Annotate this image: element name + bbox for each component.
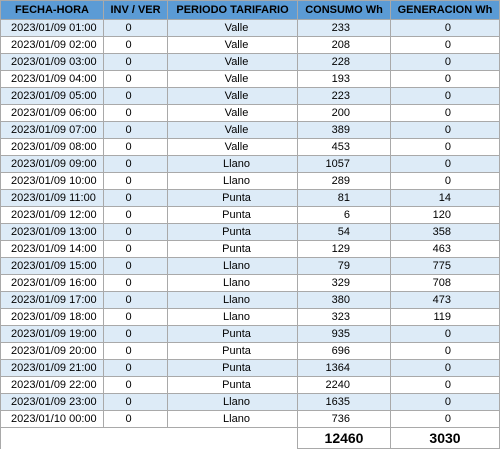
cell-consumo[interactable]: 200: [298, 105, 391, 122]
header-row: [1, 1, 500, 20]
cell-periodo[interactable]: Llano: [168, 275, 298, 292]
cell-fecha-hora[interactable]: 2023/01/09 07:00: [1, 122, 104, 139]
cell-consumo[interactable]: 193: [298, 71, 391, 88]
cell-inv-ver[interactable]: 0: [104, 241, 168, 258]
cell-periodo[interactable]: Valle: [168, 20, 298, 37]
cell-fecha-hora[interactable]: 2023/01/09 15:00: [1, 258, 104, 275]
cell-consumo[interactable]: 208: [298, 37, 391, 54]
cell-fecha-hora[interactable]: 2023/01/09 10:00: [1, 173, 104, 190]
cell-inv-ver[interactable]: 0: [104, 360, 168, 377]
cell-generacion[interactable]: 775: [391, 258, 500, 275]
cell-fecha-hora[interactable]: 2023/01/09 20:00: [1, 343, 104, 360]
totals-empty-cell[interactable]: [104, 428, 168, 449]
cell-fecha-hora[interactable]: 2023/01/09 14:00: [1, 241, 104, 258]
table-row: [1, 258, 500, 275]
cell-generacion[interactable]: 0: [391, 394, 500, 411]
cell-consumo[interactable]: 233: [298, 20, 391, 37]
cell-inv-ver[interactable]: 0: [104, 343, 168, 360]
cell-fecha-hora[interactable]: 2023/01/09 23:00: [1, 394, 104, 411]
header-fecha-hora[interactable]: FECHA-HORA: [1, 1, 104, 20]
cell-consumo[interactable]: 453: [298, 139, 391, 156]
cell-consumo[interactable]: 54: [298, 224, 391, 241]
table-row: [1, 88, 500, 105]
cell-generacion[interactable]: 0: [391, 360, 500, 377]
cell-fecha-hora[interactable]: 2023/01/09 06:00: [1, 105, 104, 122]
table-row: [1, 411, 500, 428]
table-row: [1, 139, 500, 156]
cell-generacion[interactable]: 0: [391, 88, 500, 105]
cell-generacion[interactable]: 14: [391, 190, 500, 207]
cell-periodo[interactable]: Llano: [168, 258, 298, 275]
cell-inv-ver[interactable]: 0: [104, 71, 168, 88]
cell-consumo[interactable]: 329: [298, 275, 391, 292]
cell-periodo[interactable]: Valle: [168, 54, 298, 71]
cell-periodo[interactable]: Llano: [168, 394, 298, 411]
cell-periodo[interactable]: Llano: [168, 411, 298, 428]
cell-periodo[interactable]: Punta: [168, 241, 298, 258]
cell-periodo[interactable]: Valle: [168, 139, 298, 156]
cell-generacion[interactable]: 0: [391, 326, 500, 343]
cell-generacion[interactable]: 0: [391, 343, 500, 360]
cell-fecha-hora[interactable]: 2023/01/09 22:00: [1, 377, 104, 394]
cell-periodo[interactable]: Punta: [168, 224, 298, 241]
cell-fecha-hora[interactable]: 2023/01/09 11:00: [1, 190, 104, 207]
table-row: [1, 156, 500, 173]
cell-inv-ver[interactable]: 0: [104, 190, 168, 207]
cell-periodo[interactable]: Valle: [168, 71, 298, 88]
cell-consumo[interactable]: 129: [298, 241, 391, 258]
cell-consumo[interactable]: 1364: [298, 360, 391, 377]
cell-generacion[interactable]: 0: [391, 139, 500, 156]
cell-periodo[interactable]: Llano: [168, 156, 298, 173]
table-row: [1, 241, 500, 258]
cell-periodo[interactable]: Llano: [168, 292, 298, 309]
totals-row: [1, 428, 500, 449]
cell-generacion[interactable]: 120: [391, 207, 500, 224]
cell-fecha-hora[interactable]: 2023/01/09 02:00: [1, 37, 104, 54]
cell-fecha-hora[interactable]: 2023/01/09 17:00: [1, 292, 104, 309]
cell-generacion[interactable]: 0: [391, 377, 500, 394]
cell-fecha-hora[interactable]: 2023/01/09 16:00: [1, 275, 104, 292]
header-periodo-tarifario[interactable]: PERIODO TARIFARIO: [168, 1, 298, 20]
cell-consumo[interactable]: 389: [298, 122, 391, 139]
cell-generacion[interactable]: 0: [391, 37, 500, 54]
table-row: [1, 309, 500, 326]
cell-fecha-hora[interactable]: 2023/01/09 09:00: [1, 156, 104, 173]
cell-periodo[interactable]: Punta: [168, 190, 298, 207]
cell-periodo[interactable]: Punta: [168, 207, 298, 224]
cell-fecha-hora[interactable]: 2023/01/10 00:00: [1, 411, 104, 428]
totals-empty-cell[interactable]: [168, 428, 298, 449]
cell-generacion[interactable]: 0: [391, 156, 500, 173]
cell-generacion[interactable]: 358: [391, 224, 500, 241]
cell-periodo[interactable]: Valle: [168, 37, 298, 54]
cell-consumo[interactable]: 79: [298, 258, 391, 275]
cell-consumo[interactable]: 2240: [298, 377, 391, 394]
cell-consumo[interactable]: 6: [298, 207, 391, 224]
cell-generacion[interactable]: 0: [391, 20, 500, 37]
cell-periodo[interactable]: Llano: [168, 309, 298, 326]
table-row: [1, 173, 500, 190]
cell-generacion[interactable]: 0: [391, 54, 500, 71]
cell-fecha-hora[interactable]: 2023/01/09 08:00: [1, 139, 104, 156]
cell-inv-ver[interactable]: 0: [104, 207, 168, 224]
cell-consumo[interactable]: 935: [298, 326, 391, 343]
table-row: [1, 190, 500, 207]
table-row: [1, 360, 500, 377]
cell-generacion[interactable]: 0: [391, 122, 500, 139]
totals-empty-cell[interactable]: [1, 428, 104, 449]
cell-inv-ver[interactable]: 0: [104, 20, 168, 37]
cell-consumo[interactable]: 228: [298, 54, 391, 71]
total-generacion[interactable]: 3030: [391, 428, 500, 449]
cell-fecha-hora[interactable]: 2023/01/09 13:00: [1, 224, 104, 241]
cell-generacion[interactable]: 473: [391, 292, 500, 309]
cell-generacion[interactable]: 119: [391, 309, 500, 326]
table-row: [1, 37, 500, 54]
cell-inv-ver[interactable]: 0: [104, 156, 168, 173]
cell-periodo[interactable]: Valle: [168, 122, 298, 139]
total-consumo[interactable]: 12460: [298, 428, 391, 449]
table-row: [1, 326, 500, 343]
cell-generacion[interactable]: 0: [391, 105, 500, 122]
cell-inv-ver[interactable]: 0: [104, 394, 168, 411]
cell-consumo[interactable]: 736: [298, 411, 391, 428]
cell-inv-ver[interactable]: 0: [104, 54, 168, 71]
cell-inv-ver[interactable]: 0: [104, 258, 168, 275]
cell-consumo[interactable]: 289: [298, 173, 391, 190]
header-consumo[interactable]: CONSUMO Wh: [298, 1, 391, 20]
cell-periodo[interactable]: Llano: [168, 173, 298, 190]
table-row: [1, 105, 500, 122]
cell-fecha-hora[interactable]: 2023/01/09 19:00: [1, 326, 104, 343]
cell-periodo[interactable]: Punta: [168, 360, 298, 377]
cell-inv-ver[interactable]: 0: [104, 224, 168, 241]
cell-fecha-hora[interactable]: 2023/01/09 21:00: [1, 360, 104, 377]
table-row: [1, 343, 500, 360]
cell-inv-ver[interactable]: 0: [104, 105, 168, 122]
cell-generacion[interactable]: 0: [391, 411, 500, 428]
cell-periodo[interactable]: Valle: [168, 88, 298, 105]
cell-inv-ver[interactable]: 0: [104, 275, 168, 292]
cell-inv-ver[interactable]: 0: [104, 292, 168, 309]
table-body: [1, 20, 500, 428]
cell-consumo[interactable]: 696: [298, 343, 391, 360]
cell-inv-ver[interactable]: 0: [104, 173, 168, 190]
table-row: [1, 20, 500, 37]
header-generacion[interactable]: GENERACION Wh: [391, 1, 500, 20]
cell-periodo[interactable]: Punta: [168, 343, 298, 360]
cell-inv-ver[interactable]: 0: [104, 411, 168, 428]
cell-periodo[interactable]: Valle: [168, 105, 298, 122]
header-inv-ver[interactable]: INV / VER: [104, 1, 168, 20]
cell-generacion[interactable]: 463: [391, 241, 500, 258]
table-row: [1, 224, 500, 241]
cell-inv-ver[interactable]: 0: [104, 122, 168, 139]
cell-consumo[interactable]: 223: [298, 88, 391, 105]
cell-generacion[interactable]: 0: [391, 71, 500, 88]
cell-fecha-hora[interactable]: 2023/01/09 12:00: [1, 207, 104, 224]
cell-periodo[interactable]: Punta: [168, 326, 298, 343]
cell-consumo[interactable]: 81: [298, 190, 391, 207]
cell-consumo[interactable]: 380: [298, 292, 391, 309]
table-row: [1, 122, 500, 139]
cell-inv-ver[interactable]: 0: [104, 326, 168, 343]
cell-generacion[interactable]: 708: [391, 275, 500, 292]
cell-consumo[interactable]: 1635: [298, 394, 391, 411]
table-row: [1, 54, 500, 71]
cell-inv-ver[interactable]: 0: [104, 88, 168, 105]
cell-generacion[interactable]: 0: [391, 173, 500, 190]
cell-fecha-hora[interactable]: 2023/01/09 01:00: [1, 20, 104, 37]
cell-inv-ver[interactable]: 0: [104, 309, 168, 326]
table-row: [1, 394, 500, 411]
cell-inv-ver[interactable]: 0: [104, 37, 168, 54]
cell-consumo[interactable]: 323: [298, 309, 391, 326]
table-row: [1, 71, 500, 88]
cell-periodo[interactable]: Punta: [168, 377, 298, 394]
cell-fecha-hora[interactable]: 2023/01/09 04:00: [1, 71, 104, 88]
table-row: [1, 377, 500, 394]
cell-fecha-hora[interactable]: 2023/01/09 18:00: [1, 309, 104, 326]
table-row: [1, 207, 500, 224]
cell-consumo[interactable]: 1057: [298, 156, 391, 173]
cell-inv-ver[interactable]: 0: [104, 377, 168, 394]
cell-fecha-hora[interactable]: 2023/01/09 05:00: [1, 88, 104, 105]
cell-inv-ver[interactable]: 0: [104, 139, 168, 156]
cell-fecha-hora[interactable]: 2023/01/09 03:00: [1, 54, 104, 71]
table-row: [1, 292, 500, 309]
table-row: [1, 275, 500, 292]
